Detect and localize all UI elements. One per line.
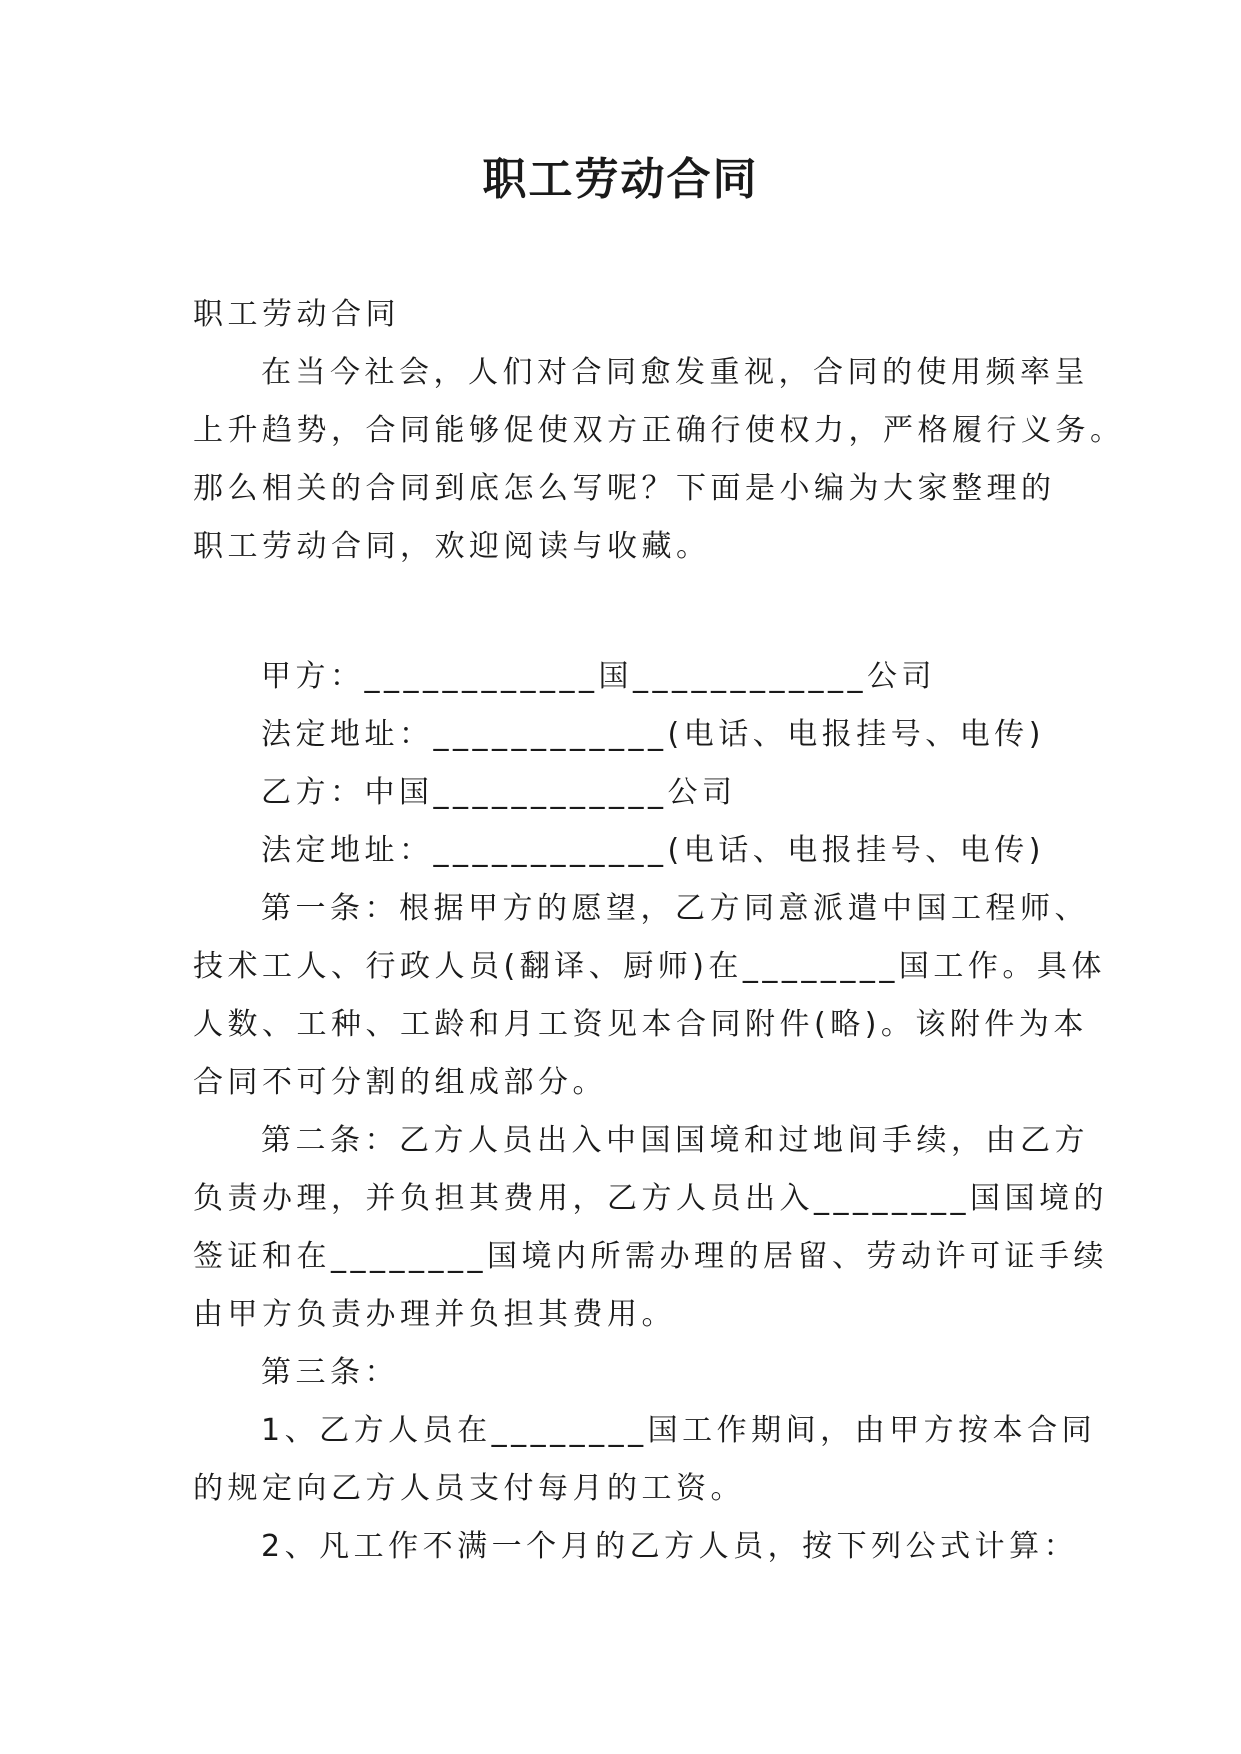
article-2-line: 由甲方负责办理并负担其费用。	[193, 1297, 676, 1332]
party-a-line: 甲方：____________国____________公司	[261, 659, 936, 694]
intro-line: 上升趋势，合同能够促使双方正确行使权力，严格履行义务。	[193, 413, 1125, 448]
article-3-item-1-line: 1、乙方人员在________国工作期间，由甲方按本合同	[261, 1413, 1097, 1448]
article-1-line: 技术工人、行政人员(翻译、厨师)在________国工作。具体	[193, 949, 1106, 984]
document-subtitle: 职工劳动合同	[193, 297, 400, 332]
article-3-item-1-line: 的规定向乙方人员支付每月的工资。	[193, 1471, 745, 1506]
intro-line: 那么相关的合同到底怎么写呢？下面是小编为大家整理的	[193, 471, 1056, 506]
article-2-line: 第二条：乙方人员出入中国国境和过地间手续，由乙方	[261, 1123, 1089, 1158]
article-3-item-2-line: 2、凡工作不满一个月的乙方人员，按下列公式计算：	[261, 1529, 1079, 1564]
article-3-heading: 第三条：	[261, 1355, 399, 1390]
document-body	[193, 286, 1125, 1576]
party-b-line: 乙方：中国____________公司	[261, 775, 737, 810]
intro-line: 在当今社会，人们对合同愈发重视，合同的使用频率呈	[261, 355, 1089, 390]
document-title: 职工劳动合同	[482, 154, 759, 205]
paragraph-gap	[193, 634, 1053, 648]
article-1-line: 第一条：根据甲方的愿望，乙方同意派遣中国工程师、	[261, 891, 1089, 926]
article-1-line: 人数、工种、工龄和月工资见本合同附件(略)。该附件为本	[193, 1007, 1088, 1042]
party-a-address-line: 法定地址：____________(电话、电报挂号、电传)	[261, 717, 1045, 752]
party-b-address-line: 法定地址：____________(电话、电报挂号、电传)	[261, 833, 1045, 868]
intro-line: 职工劳动合同，欢迎阅读与收藏。	[193, 529, 711, 564]
article-1-line: 合同不可分割的组成部分。	[193, 1065, 607, 1100]
paragraph-gap	[193, 576, 1053, 634]
article-2-line: 签证和在________国境内所需办理的居留、劳动许可证手续	[193, 1239, 1108, 1274]
article-2-line: 负责办理，并负担其费用，乙方人员出入________国国境的	[193, 1181, 1108, 1216]
